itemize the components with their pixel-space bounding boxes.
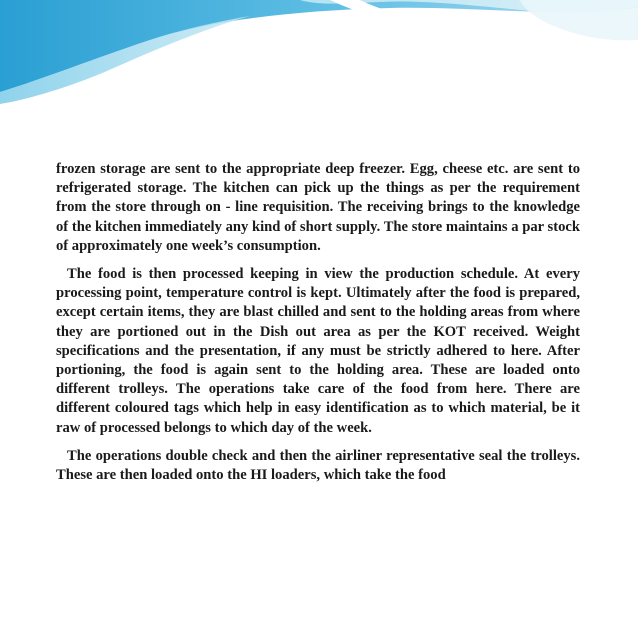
paragraph-2: The food is then processed keeping in view the production schedule. At every processing point, temperature control is kept. Ultimately after the food is prepared, except certain items, they are blast chilled and sent to the holding areas from where they are portioned out in the Dish out area as per the KOT received. Weight specifications and the presentation, if any must be strictly adhered to here. After portioning, the food is again sent to the holding area. These are loaded onto different trolleys. The operations take care of the food from here. There are different coloured tags which help in easy identification as to which material, be it raw of processed belongs to which day of the week. — [56, 266, 580, 436]
wave-right-bloom — [520, 0, 638, 40]
body-text — [56, 160, 580, 494]
paragraph-3: The operations double check and then the airliner representative seal the trolleys. These are then loaded onto the HI loaders, which take the food — [56, 447, 580, 484]
paragraph-1: frozen storage are sent to the appropriate deep freezer. Egg, cheese etc. are sent to refrigerated storage. The kitchen can pick up the things as per the requirement from the store through on - line requisition. The receiving brings to the knowledge of the kitchen immediately any kind of short supply. The store maintains a par stock of approximately one week’s consumption. — [56, 161, 580, 254]
header-wave-decoration — [0, 0, 638, 110]
